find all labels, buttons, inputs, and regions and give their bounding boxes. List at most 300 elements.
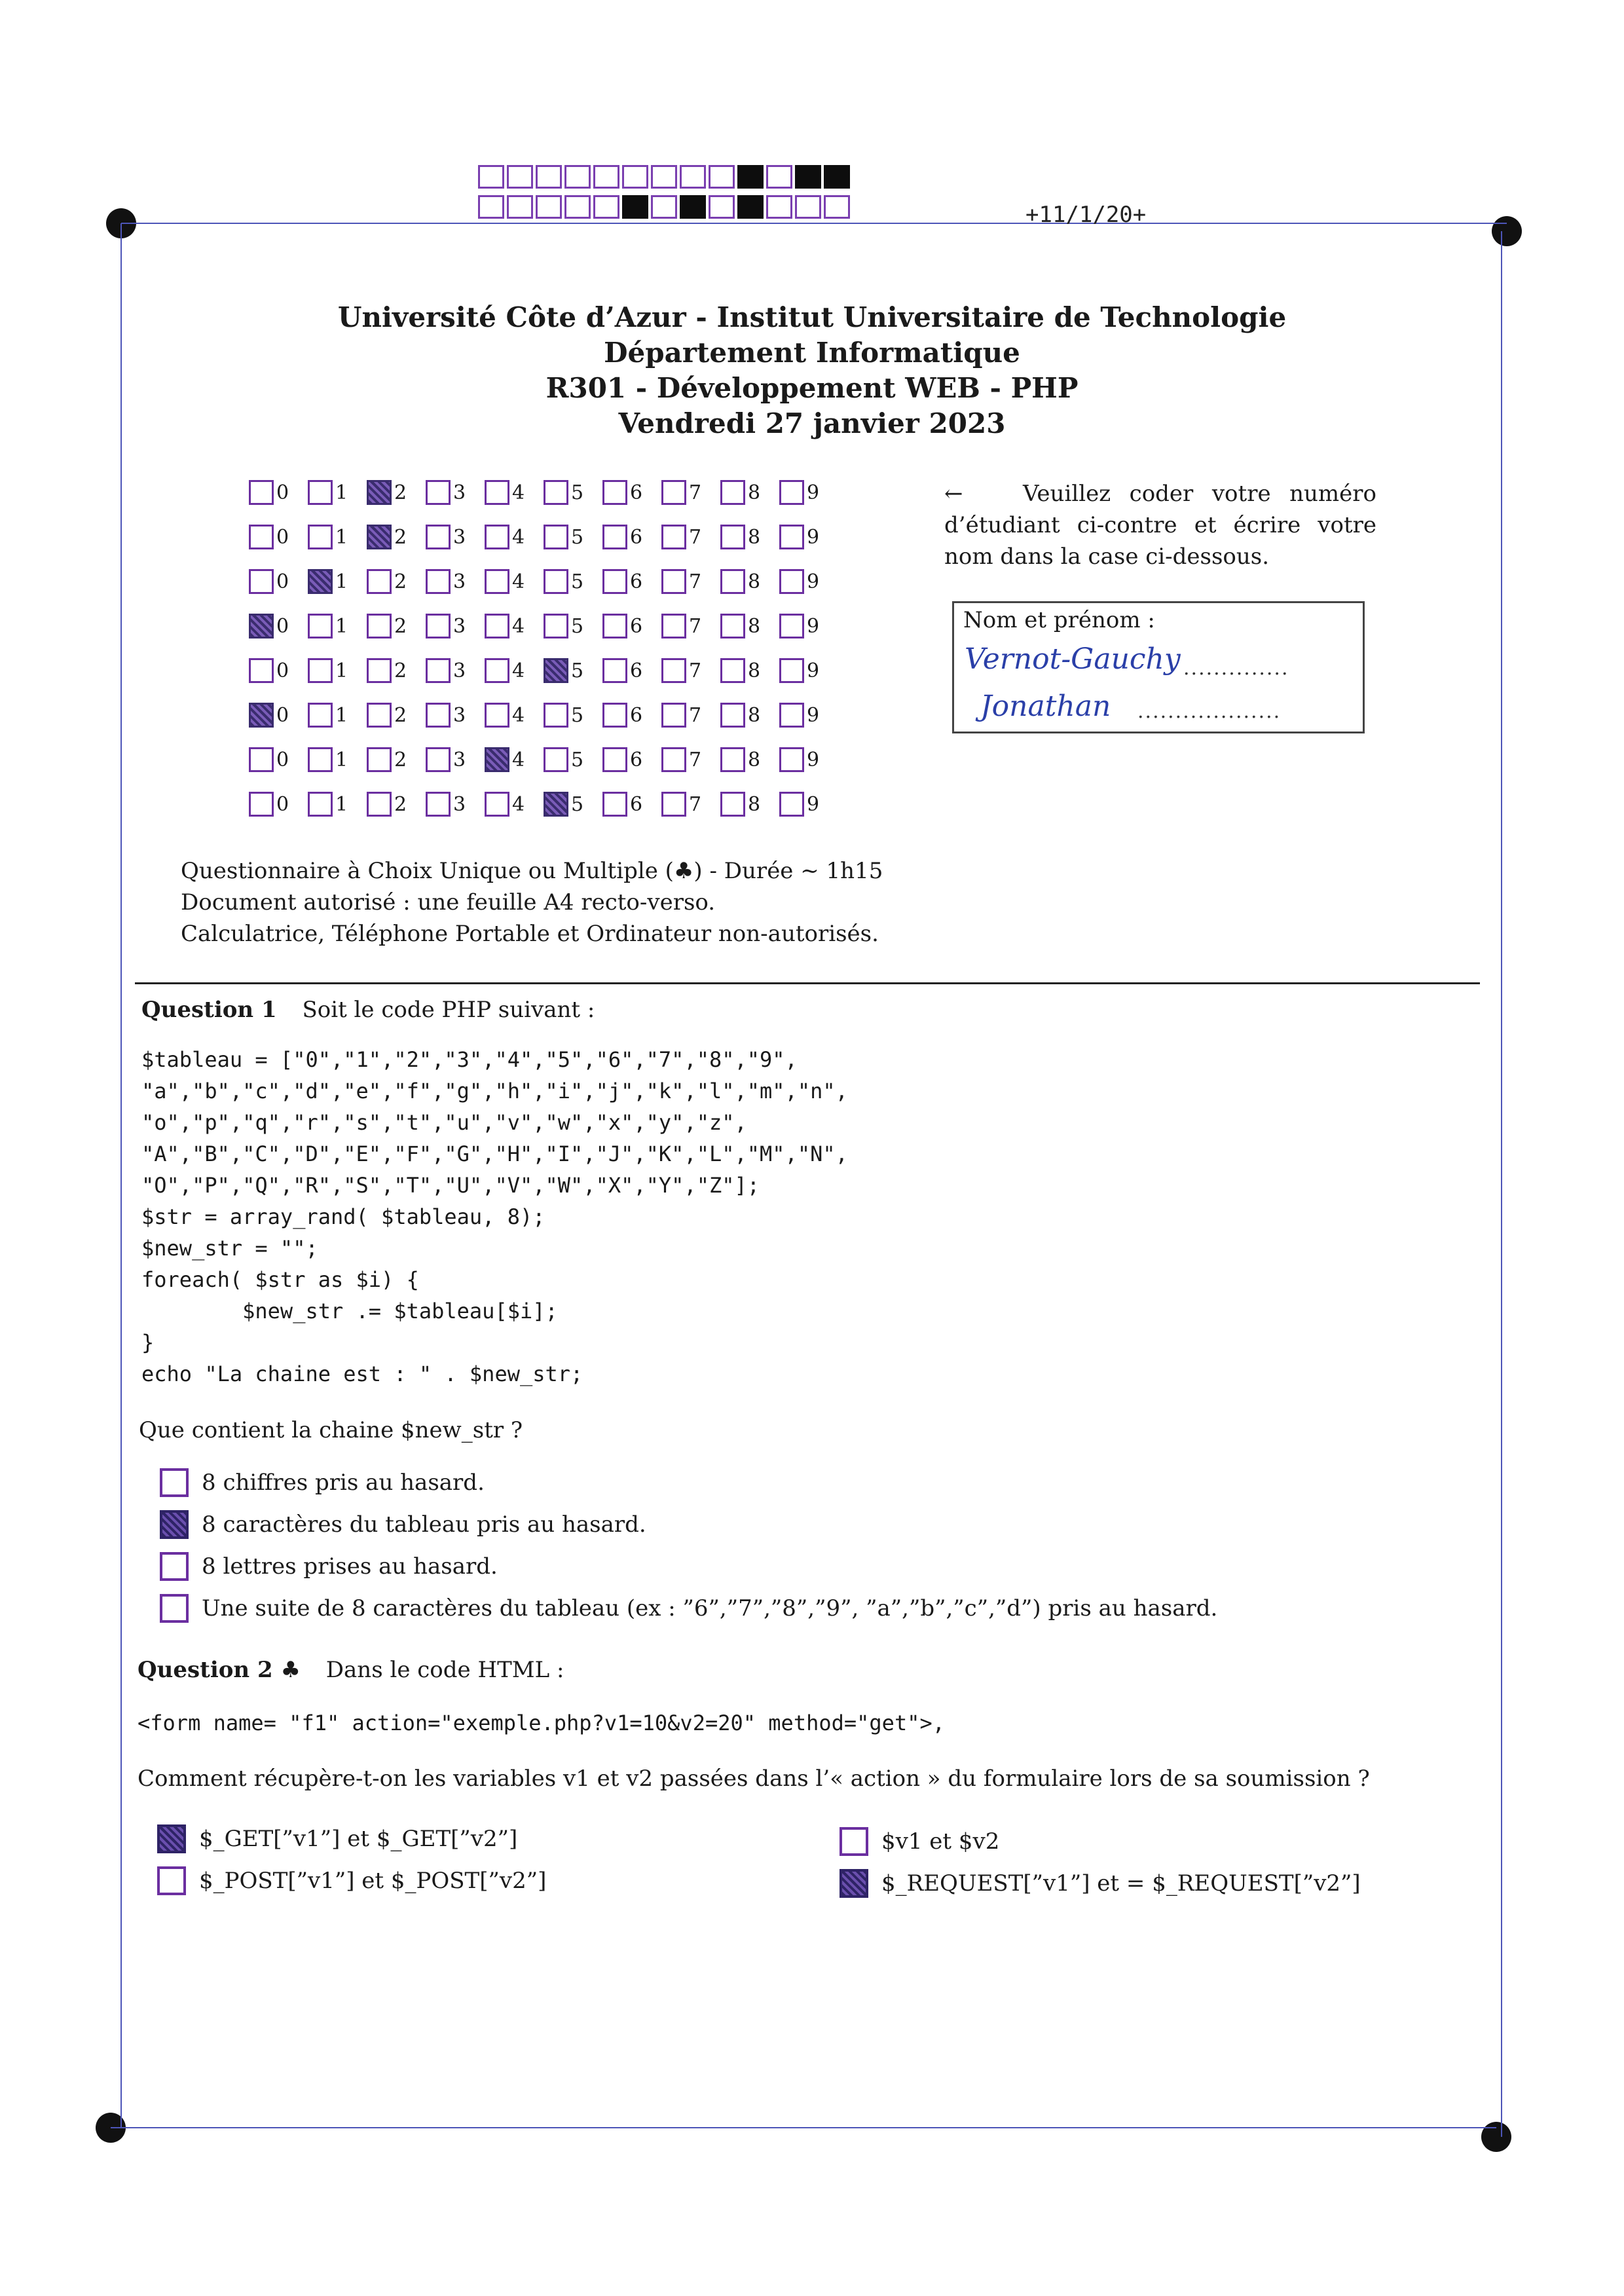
digit-cell[interactable] — [485, 658, 544, 683]
digit-label: 1 — [335, 614, 348, 638]
digit-cell[interactable] — [544, 703, 602, 728]
digit-label: 6 — [630, 570, 643, 593]
student-number-row — [249, 515, 838, 559]
digit-cell[interactable] — [249, 525, 308, 549]
barcode-row-1 — [478, 165, 850, 189]
digit-label: 2 — [394, 703, 407, 727]
digit-checkbox[interactable] — [720, 747, 745, 772]
barcode-cell — [824, 195, 850, 219]
digit-label: 2 — [394, 792, 407, 816]
digit-label: 1 — [335, 792, 348, 816]
digit-checkbox[interactable] — [779, 792, 804, 817]
digit-checkbox[interactable] — [308, 525, 333, 549]
barcode-cell — [651, 165, 677, 189]
digit-label: 8 — [748, 703, 761, 727]
digit-checkbox[interactable] — [661, 569, 686, 594]
digit-checkbox[interactable] — [426, 525, 451, 549]
digit-cell[interactable] — [426, 525, 485, 549]
digit-cell[interactable] — [544, 792, 602, 817]
digit-cell[interactable] — [602, 658, 661, 683]
digit-checkbox[interactable] — [308, 703, 333, 728]
instruction-line-2: Document autorisé : une feuille A4 recto-verso. — [181, 889, 716, 916]
digit-cell[interactable] — [249, 792, 308, 817]
barcode-cell — [680, 195, 706, 219]
digit-cell[interactable] — [779, 703, 838, 728]
digit-checkbox[interactable] — [602, 658, 627, 683]
digit-cell[interactable] — [544, 525, 602, 549]
digit-label: 3 — [453, 525, 466, 549]
digit-cell[interactable] — [367, 569, 426, 594]
barcode-cell — [737, 195, 764, 219]
q1-option-1-checkbox[interactable] — [160, 1468, 189, 1497]
digit-label: 7 — [689, 525, 702, 549]
barcode-cell — [766, 165, 792, 189]
digit-cell[interactable] — [779, 792, 838, 817]
digit-checkbox[interactable] — [602, 525, 627, 549]
digit-label: 9 — [807, 570, 820, 593]
student-number-row — [249, 648, 838, 693]
digit-checkbox[interactable] — [485, 658, 509, 683]
digit-checkbox[interactable] — [779, 569, 804, 594]
digit-label: 0 — [276, 703, 289, 727]
q1-title: Question 1 — [141, 997, 277, 1023]
digit-label: 6 — [630, 792, 643, 816]
digit-cell[interactable] — [720, 569, 779, 594]
digit-checkbox[interactable] — [544, 569, 568, 594]
name-box[interactable] — [952, 601, 1365, 733]
digit-checkbox[interactable] — [485, 747, 509, 772]
digit-checkbox[interactable] — [485, 569, 509, 594]
digit-label: 3 — [453, 481, 466, 504]
digit-label: 0 — [276, 792, 289, 816]
digit-checkbox[interactable] — [779, 703, 804, 728]
digit-checkbox[interactable] — [308, 658, 333, 683]
digit-checkbox[interactable] — [367, 480, 392, 505]
digit-checkbox[interactable] — [249, 658, 274, 683]
q1-option-4-checkbox[interactable] — [160, 1594, 189, 1623]
digit-checkbox[interactable] — [544, 480, 568, 505]
digit-label: 9 — [807, 525, 820, 549]
digit-checkbox[interactable] — [426, 747, 451, 772]
q1-prompt: Soit le code PHP suivant : — [302, 997, 595, 1023]
digit-checkbox[interactable] — [602, 569, 627, 594]
q1-heading — [141, 997, 595, 1023]
digit-checkbox[interactable] — [308, 747, 333, 772]
frame-right — [1501, 231, 1502, 2137]
digit-checkbox[interactable] — [485, 703, 509, 728]
q2-heading — [138, 1657, 564, 1683]
digit-label: 7 — [689, 481, 702, 504]
barcode-cell — [564, 195, 591, 219]
digit-checkbox[interactable] — [308, 614, 333, 639]
digit-cell[interactable] — [720, 703, 779, 728]
digit-cell[interactable] — [661, 703, 720, 728]
digit-cell[interactable] — [308, 658, 367, 683]
digit-label: 4 — [512, 481, 525, 504]
digit-label: 6 — [630, 614, 643, 638]
digit-checkbox[interactable] — [779, 747, 804, 772]
barcode-cell — [680, 165, 706, 189]
digit-cell[interactable] — [249, 480, 308, 505]
digit-checkbox[interactable] — [544, 525, 568, 549]
q1-code-block: $tableau = ["0","1","2","3","4","5","6","7","8","9", "a","b","c","d","e","f","g","h","i","j","k","l","m","n", "o","p","q","r","s","t","u","v","w","x","y","z", "A","B","C","D","E","F","G","H","I","J","K","L","M","N", "O","P","Q","R","S","T","U","V","W","X","Y","Z"]; $str = array_rand( $tableau, 8); $new_str = ""; foreach( $str as $i) { $new_str .= $tableau[$i]; } echo "La chaine est : " . $new_str; — [141, 1047, 848, 1386]
q1-option-3[interactable] — [160, 1552, 498, 1581]
digit-cell[interactable] — [779, 658, 838, 683]
digit-cell[interactable] — [602, 480, 661, 505]
digit-checkbox[interactable] — [602, 703, 627, 728]
digit-label: 3 — [453, 792, 466, 816]
digit-label: 5 — [571, 748, 584, 771]
digit-cell[interactable] — [661, 614, 720, 639]
exam-instructions — [181, 855, 883, 950]
digit-checkbox[interactable] — [249, 614, 274, 639]
digit-checkbox[interactable] — [544, 614, 568, 639]
digit-checkbox[interactable] — [544, 703, 568, 728]
digit-checkbox[interactable] — [602, 747, 627, 772]
barcode-cell — [564, 165, 591, 189]
digit-cell[interactable] — [308, 480, 367, 505]
digit-checkbox[interactable] — [249, 792, 274, 817]
digit-cell[interactable] — [249, 569, 308, 594]
section-divider — [135, 982, 1480, 984]
digit-cell[interactable] — [249, 614, 308, 639]
digit-checkbox[interactable] — [367, 747, 392, 772]
digit-label: 8 — [748, 792, 761, 816]
student-number-row — [249, 470, 838, 515]
digit-label: 5 — [571, 659, 584, 682]
digit-checkbox[interactable] — [661, 525, 686, 549]
digit-label: 2 — [394, 614, 407, 638]
digit-cell[interactable] — [544, 480, 602, 505]
digit-label: 9 — [807, 481, 820, 504]
digit-label: 7 — [689, 659, 702, 682]
digit-label: 8 — [748, 614, 761, 638]
student-number-row — [249, 604, 838, 648]
digit-cell[interactable] — [779, 525, 838, 549]
digit-cell[interactable] — [367, 525, 426, 549]
digit-cell[interactable] — [661, 658, 720, 683]
digit-label: 3 — [453, 614, 466, 638]
digit-label: 7 — [689, 614, 702, 638]
frame-left — [120, 223, 122, 2128]
digit-cell[interactable] — [602, 703, 661, 728]
header-course: R301 - Développement WEB - PHP — [545, 372, 1079, 404]
digit-label: 0 — [276, 659, 289, 682]
barcode-cell — [593, 195, 619, 219]
digit-label: 0 — [276, 614, 289, 638]
digit-cell[interactable] — [308, 792, 367, 817]
page-id: +11/1/20+ — [1025, 202, 1147, 228]
digit-label: 9 — [807, 792, 820, 816]
digit-cell[interactable] — [485, 480, 544, 505]
digit-cell[interactable] — [308, 525, 367, 549]
digit-cell[interactable] — [485, 569, 544, 594]
q2-title: Question 2 ♣ — [138, 1657, 301, 1683]
q2-option-2-label: $_POST[”v1”] et $_POST[”v2”] — [199, 1868, 547, 1894]
digit-label: 9 — [807, 748, 820, 771]
digit-checkbox[interactable] — [426, 614, 451, 639]
digit-cell[interactable] — [367, 703, 426, 728]
digit-checkbox[interactable] — [367, 569, 392, 594]
digit-checkbox[interactable] — [485, 480, 509, 505]
digit-label: 8 — [748, 748, 761, 771]
student-number-instruction — [944, 478, 1376, 572]
digit-label: 0 — [276, 570, 289, 593]
q2-option-4[interactable] — [840, 1869, 1361, 1898]
q1-question: Que contient la chaine $new_str ? — [139, 1417, 523, 1443]
q1-option-3-label: 8 lettres prises au hasard. — [202, 1553, 498, 1580]
digit-checkbox[interactable] — [249, 569, 274, 594]
barcode-cell — [622, 165, 648, 189]
digit-cell[interactable] — [426, 747, 485, 772]
digit-cell[interactable] — [779, 614, 838, 639]
digit-cell[interactable] — [485, 703, 544, 728]
digit-checkbox[interactable] — [544, 792, 568, 817]
digit-checkbox[interactable] — [661, 614, 686, 639]
digit-cell[interactable] — [779, 747, 838, 772]
digit-cell[interactable] — [249, 747, 308, 772]
digit-checkbox[interactable] — [661, 792, 686, 817]
digit-checkbox[interactable] — [661, 658, 686, 683]
digit-cell[interactable] — [602, 792, 661, 817]
digit-checkbox[interactable] — [661, 703, 686, 728]
digit-checkbox[interactable] — [367, 614, 392, 639]
digit-cell[interactable] — [485, 525, 544, 549]
digit-cell[interactable] — [661, 525, 720, 549]
barcode-cell — [795, 165, 821, 189]
student-number-row — [249, 559, 838, 604]
q2-option-2-checkbox[interactable] — [157, 1866, 186, 1895]
digit-label: 6 — [630, 481, 643, 504]
q2-option-3-label: $v1 et $v2 — [881, 1828, 1000, 1855]
digit-cell[interactable] — [544, 658, 602, 683]
q2-prompt: Dans le code HTML : — [325, 1657, 564, 1683]
digit-label: 4 — [512, 570, 525, 593]
digit-checkbox[interactable] — [426, 792, 451, 817]
digit-checkbox[interactable] — [602, 480, 627, 505]
q2-option-1-checkbox[interactable] — [157, 1824, 186, 1853]
digit-cell[interactable] — [544, 569, 602, 594]
q1-option-3-checkbox[interactable] — [160, 1552, 189, 1581]
digit-checkbox[interactable] — [544, 747, 568, 772]
digit-label: 3 — [453, 570, 466, 593]
q1-option-1[interactable] — [160, 1468, 485, 1497]
digit-checkbox[interactable] — [308, 569, 333, 594]
digit-checkbox[interactable] — [426, 480, 451, 505]
q2-question: Comment récupère-t-on les variables v1 et v2 passées dans l’« action » du formulaire lors de sa soumission ? — [138, 1766, 1370, 1792]
handwritten-firstname: Jonathan — [980, 690, 1111, 723]
student-number-grid — [249, 470, 838, 826]
digit-cell[interactable] — [426, 703, 485, 728]
q2-option-2[interactable] — [157, 1866, 546, 1895]
digit-label: 6 — [630, 748, 643, 771]
digit-cell[interactable] — [308, 747, 367, 772]
digit-checkbox[interactable] — [544, 658, 568, 683]
digit-label: 9 — [807, 659, 820, 682]
digit-checkbox[interactable] — [367, 658, 392, 683]
digit-cell[interactable] — [485, 614, 544, 639]
digit-label: 7 — [689, 703, 702, 727]
digit-checkbox[interactable] — [720, 658, 745, 683]
digit-checkbox[interactable] — [720, 525, 745, 549]
barcode-cell — [593, 165, 619, 189]
digit-cell[interactable] — [602, 569, 661, 594]
digit-checkbox[interactable] — [426, 569, 451, 594]
registration-dot-bottom-right — [1481, 2122, 1511, 2152]
digit-label: 3 — [453, 748, 466, 771]
digit-cell[interactable] — [367, 792, 426, 817]
digit-checkbox[interactable] — [602, 792, 627, 817]
barcode-cell — [709, 195, 735, 219]
registration-dot-top-right — [1492, 216, 1522, 246]
digit-cell[interactable] — [426, 480, 485, 505]
digit-cell[interactable] — [249, 658, 308, 683]
digit-label: 4 — [512, 748, 525, 771]
digit-checkbox[interactable] — [367, 792, 392, 817]
digit-checkbox[interactable] — [367, 525, 392, 549]
q1-option-2[interactable] — [160, 1510, 646, 1539]
digit-cell[interactable] — [720, 480, 779, 505]
digit-label: 6 — [630, 703, 643, 727]
q1-option-4-label: Une suite de 8 caractères du tableau (ex : ”6”,”7”,”8”,”9”, ”a”,”b”,”c”,”d”) pris au hasard. — [202, 1595, 1218, 1621]
digit-checkbox[interactable] — [720, 703, 745, 728]
digit-label: 1 — [335, 748, 348, 771]
digit-label: 2 — [394, 481, 407, 504]
digit-cell[interactable] — [720, 525, 779, 549]
digit-cell[interactable] — [426, 792, 485, 817]
handwritten-surname: Vernot-Gauchy — [965, 642, 1181, 676]
digit-checkbox[interactable] — [485, 525, 509, 549]
digit-cell[interactable] — [426, 569, 485, 594]
q2-option-1[interactable] — [157, 1824, 517, 1853]
digit-checkbox[interactable] — [249, 480, 274, 505]
digit-cell[interactable] — [661, 569, 720, 594]
digit-label: 2 — [394, 748, 407, 771]
digit-checkbox[interactable] — [720, 792, 745, 817]
digit-checkbox[interactable] — [426, 658, 451, 683]
barcode-row-2 — [478, 195, 850, 219]
digit-cell[interactable] — [308, 614, 367, 639]
digit-checkbox[interactable] — [602, 614, 627, 639]
digit-cell[interactable] — [308, 703, 367, 728]
digit-cell[interactable] — [602, 525, 661, 549]
digit-checkbox[interactable] — [367, 703, 392, 728]
digit-label: 4 — [512, 614, 525, 638]
barcode-cell — [536, 195, 562, 219]
barcode-cell — [824, 165, 850, 189]
q1-option-2-label: 8 caractères du tableau pris au hasard. — [202, 1511, 646, 1538]
digit-cell[interactable] — [720, 614, 779, 639]
barcode-cell — [651, 195, 677, 219]
digit-checkbox[interactable] — [661, 480, 686, 505]
name-box-label: Nom et prénom : — [963, 607, 1155, 633]
digit-cell[interactable] — [720, 792, 779, 817]
digit-label: 1 — [335, 659, 348, 682]
digit-label: 5 — [571, 525, 584, 549]
digit-cell[interactable] — [485, 792, 544, 817]
digit-checkbox[interactable] — [249, 525, 274, 549]
barcode-cell — [478, 195, 504, 219]
instruction-line-1: Questionnaire à Choix Unique ou Multiple (♣) - Durée ∼ 1h15 — [181, 858, 883, 884]
digit-checkbox[interactable] — [485, 614, 509, 639]
exam-header — [0, 300, 1624, 441]
q2-option-3-checkbox[interactable] — [840, 1827, 868, 1856]
name-dots-1: .............. — [1183, 657, 1289, 680]
digit-checkbox[interactable] — [720, 569, 745, 594]
digit-label: 8 — [748, 481, 761, 504]
barcode-cell — [737, 165, 764, 189]
digit-checkbox[interactable] — [308, 480, 333, 505]
digit-cell[interactable] — [367, 480, 426, 505]
digit-label: 9 — [807, 614, 820, 638]
digit-cell[interactable] — [720, 747, 779, 772]
digit-checkbox[interactable] — [426, 703, 451, 728]
digit-cell[interactable] — [249, 703, 308, 728]
digit-cell[interactable] — [367, 614, 426, 639]
digit-cell[interactable] — [720, 658, 779, 683]
q1-option-4[interactable] — [160, 1594, 1217, 1623]
digit-checkbox[interactable] — [779, 525, 804, 549]
arrow-left-icon: ← — [944, 481, 963, 507]
digit-checkbox[interactable] — [720, 480, 745, 505]
digit-cell[interactable] — [602, 747, 661, 772]
digit-cell[interactable] — [602, 614, 661, 639]
q1-option-2-checkbox[interactable] — [160, 1510, 189, 1539]
digit-cell[interactable] — [661, 792, 720, 817]
digit-cell[interactable] — [779, 480, 838, 505]
digit-label: 2 — [394, 525, 407, 549]
digit-label: 5 — [571, 703, 584, 727]
q2-option-3[interactable] — [840, 1827, 999, 1856]
digit-label: 5 — [571, 570, 584, 593]
q2-option-4-label: $_REQUEST[”v1”] et = $_REQUEST[”v2”] — [881, 1870, 1361, 1897]
digit-label: 1 — [335, 481, 348, 504]
digit-cell[interactable] — [544, 614, 602, 639]
digit-label: 0 — [276, 748, 289, 771]
digit-cell[interactable] — [779, 569, 838, 594]
barcode-cell — [507, 165, 533, 189]
digit-label: 6 — [630, 659, 643, 682]
digit-cell[interactable] — [426, 658, 485, 683]
digit-cell[interactable] — [485, 747, 544, 772]
digit-checkbox[interactable] — [779, 614, 804, 639]
digit-checkbox[interactable] — [779, 658, 804, 683]
instruction-line-3: Calculatrice, Téléphone Portable et Ordinateur non-autorisés. — [181, 921, 879, 947]
digit-checkbox[interactable] — [485, 792, 509, 817]
digit-label: 3 — [453, 703, 466, 727]
digit-cell[interactable] — [367, 658, 426, 683]
digit-checkbox[interactable] — [661, 747, 686, 772]
digit-checkbox[interactable] — [308, 792, 333, 817]
digit-checkbox[interactable] — [249, 703, 274, 728]
digit-cell[interactable] — [426, 614, 485, 639]
digit-label: 2 — [394, 659, 407, 682]
digit-cell[interactable] — [308, 569, 367, 594]
header-department: Département Informatique — [604, 337, 1020, 369]
q1-option-1-label: 8 chiffres pris au hasard. — [202, 1470, 485, 1496]
digit-cell[interactable] — [544, 747, 602, 772]
digit-cell[interactable] — [661, 480, 720, 505]
barcode-cell — [766, 195, 792, 219]
q2-option-4-checkbox[interactable] — [840, 1869, 868, 1898]
digit-checkbox[interactable] — [779, 480, 804, 505]
digit-cell[interactable] — [367, 747, 426, 772]
digit-checkbox[interactable] — [249, 747, 274, 772]
barcode-cell — [478, 165, 504, 189]
digit-cell[interactable] — [661, 747, 720, 772]
digit-checkbox[interactable] — [720, 614, 745, 639]
digit-label: 1 — [335, 703, 348, 727]
